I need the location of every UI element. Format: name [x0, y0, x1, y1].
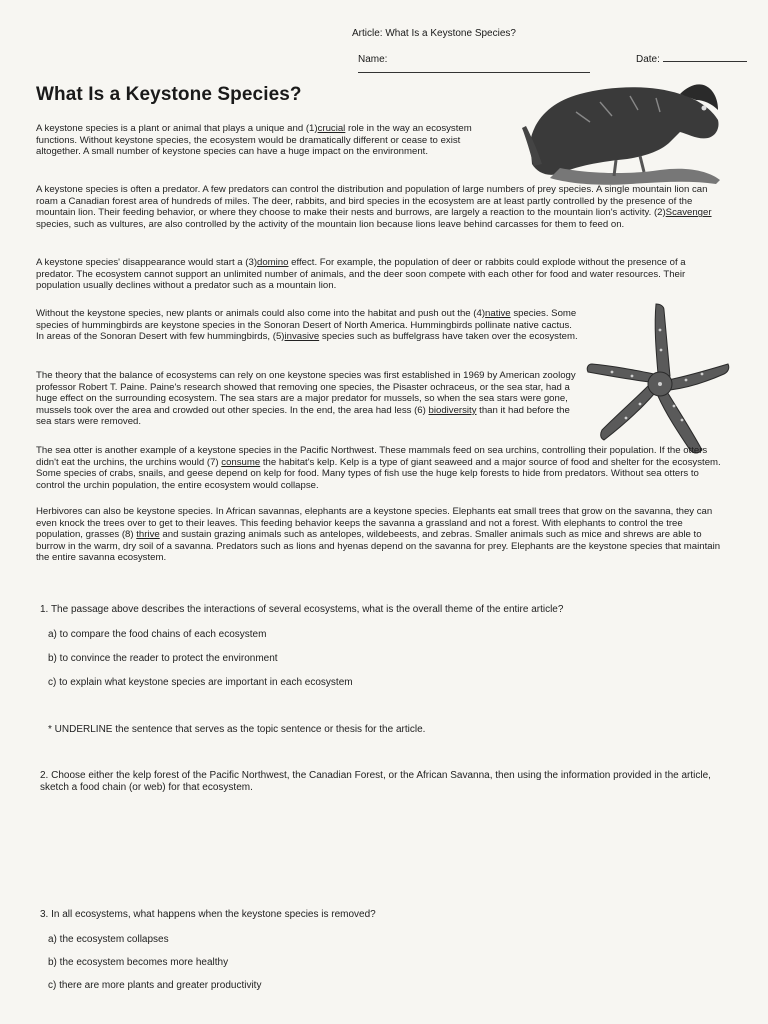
- vocab-domino: domino: [257, 257, 289, 268]
- vocab-scavenger: Scavenger: [665, 207, 712, 219]
- question-3-option-c[interactable]: c) there are more plants and greater productivity: [48, 980, 262, 991]
- question-2: 2. Choose either the kelp forest of the Pacific Northwest, the Canadian Forest, or the African Savanna, then using the information provided in the article, sketch a food chain (or web) for that ecosystem.: [40, 770, 711, 793]
- paragraph-4-text-e: species such as buffelgrass have taken over the ecosystem.: [319, 331, 578, 343]
- vocab-native: native: [485, 308, 511, 319]
- paragraph-6-text-a: The sea otter is another example of a keystone species in the Pacific Northwest. These mammals feed on sea urchins, controlling their population. If the otters didn't eat the urchins, the urchins would (7): [36, 445, 708, 468]
- date-line: [663, 61, 747, 62]
- paragraph-7-text-c: and sustain grazing animals such as antelopes, wildebeests, and zebras. Smaller animals such as mice and shrews are able to burrow in the warm, dry soil of a savanna. Predators such as lions and hyenas depend on the savanna for prey. Elephants are the keystone species that maintain the entire savanna ecosystem.: [36, 529, 721, 564]
- vocab-thrive: thrive: [136, 529, 160, 541]
- question-1: 1. The passage above describes the interactions of several ecosystems, what is the overall theme of the entire article?: [40, 604, 564, 615]
- paragraph-1: [36, 123, 504, 158]
- paragraph-6-text-c: the habitat's kelp. Kelp is a type of giant seaweed and a major source of food and shelter for the ecosystem. Some species of crabs, snails, and geese depend on kelp for food. Many types of fish use the huge kelp forests to hide from predators. Without sea otters to control the urchin population, the entire ecosystem would collapse.: [36, 456, 721, 491]
- article-header: Article: What Is a Keystone Species?: [352, 28, 516, 39]
- question-3: 3. In all ecosystems, what happens when the keystone species is removed?: [40, 909, 376, 920]
- question-1-option-c[interactable]: c) to explain what keystone species are important in each ecosystem: [48, 677, 353, 688]
- page-title: What Is a Keystone Species?: [36, 84, 302, 105]
- question-1-option-a[interactable]: a) to compare the food chains of each ecosystem: [48, 629, 267, 640]
- sketch-answer-area[interactable]: [40, 800, 728, 900]
- paragraph-3: [36, 257, 726, 292]
- paragraph-1-text-c: role in the way an ecosystem functions. Without keystone species, the ecosystem would be dramatically different or cease to exist altogether. A small number of keystone species can have a huge impact on the environment.: [36, 123, 472, 158]
- paragraph-2: [36, 184, 726, 230]
- paragraph-7-text-a: Herbivores can also be keystone species. In African savannas, elephants are a keystone species. Elephants eat small trees that grow on the savanna, they can even knock the trees over to get to their leaves. This feeding behavior keeps the savanna a grassland and not a forest. With elephants to control the tree population, grasses (8): [36, 506, 713, 541]
- question-1-option-b[interactable]: b) to convince the reader to protect the environment: [48, 653, 278, 664]
- paragraph-4-text-c: species. Some species of hummingbirds are keystone species in the Sonoran Desert of North America. Hummingbirds pollinate native cactus. In areas of the Sonoran Desert with few hummingbirds, (5): [36, 308, 577, 343]
- paragraph-3-text-c: effect. For example, the population of deer or rabbits could explode without the presence of a predator. The ecosystem cannot support an unlimited number of animals, and the deer soon compete with each other for food and water resources. Their population usually declines without a predator such as a mountain lion.: [36, 257, 686, 292]
- date-field[interactable]: [636, 54, 754, 65]
- paragraph-5: [36, 370, 582, 428]
- paragraph-4: [36, 308, 582, 343]
- paragraph-2-text-c: species, such as vultures, are also controlled by the activity of the mountain lion because lions leave behind carcasses for them to feed on.: [36, 218, 625, 230]
- name-label: Name:: [358, 54, 388, 65]
- paragraph-5-text-c: than it had before the sea stars were removed.: [36, 404, 570, 428]
- vocab-crucial: crucial: [317, 123, 346, 134]
- date-label: Date:: [636, 54, 660, 65]
- underline-instruction: * UNDERLINE the sentence that serves as the topic sentence or thesis for the article.: [48, 724, 426, 735]
- vocab-biodiversity: biodiversity: [428, 404, 477, 416]
- paragraph-2-text-a: A keystone species is often a predator. A few predators can control the distribution and population of large numbers of prey species. A single mountain lion can roam a Canadian forest area of hundreds of miles. The deer, rabbits, and bird species in the ecosystem are at least partly controlled by the presence of the mountain lion. Their feeding behavior, or where they choose to make their nests and burrows, are largely a reaction to the mountain lion's activity. (2): [36, 184, 708, 219]
- sea-star-illustration: [582, 300, 732, 460]
- vocab-invasive: invasive: [284, 331, 320, 343]
- question-3-option-b[interactable]: b) the ecosystem becomes more healthy: [48, 957, 229, 968]
- question-3-option-a[interactable]: a) the ecosystem collapses: [48, 934, 169, 945]
- paragraph-4-text-a: Without the keystone species, new plants or animals could also come into the habitat and push out the (4): [36, 308, 486, 319]
- paragraph-6: [36, 445, 726, 491]
- paragraph-1-text-a: A keystone species is a plant or animal that plays a unique and (1): [36, 123, 318, 134]
- mountain-lion-illustration: [520, 72, 728, 190]
- vocab-consume: consume: [221, 456, 261, 468]
- paragraph-3-text-a: A keystone species' disappearance would start a (3): [36, 257, 258, 268]
- paragraph-5-text-a: The theory that the balance of ecosystems can rely on one keystone species was first established in 1969 by American zoology professor Robert T. Paine. Paine's research showed that removing one species, the Pisaster ochraceus, or the sea star, had a huge effect on the surrounding ecosystem. The sea stars are a major predator for mussels, so when the sea stars were gone, mussels took over the area and crowded out other species. In the end, the area had less (6): [36, 370, 576, 416]
- paragraph-7: [36, 506, 726, 564]
